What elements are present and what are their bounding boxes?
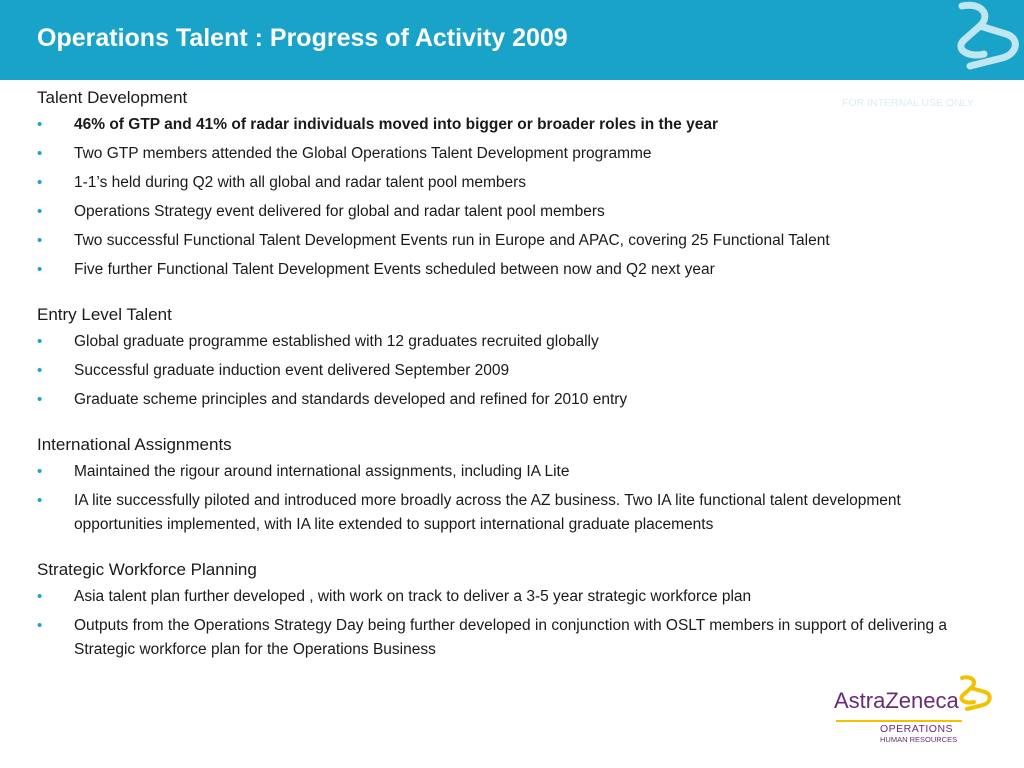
bullet-icon: • <box>37 362 43 379</box>
list-item <box>37 330 977 354</box>
list-item-text: Outputs from the Operations Strategy Day being further developed in conjunction with OSLT members in support of delivering a Strategic workforce plan for the Operations Business <box>74 617 948 658</box>
section-talent-development <box>37 87 977 282</box>
list-item <box>37 585 977 609</box>
bullet-list <box>37 460 977 537</box>
section-title: Strategic Workforce Planning <box>37 560 257 579</box>
bullet-icon: • <box>37 232 43 249</box>
list-item-text: 46% of GTP and 41% of radar individuals moved into bigger or broader roles in the year <box>74 116 718 133</box>
section-title: Talent Development <box>37 88 188 107</box>
bullet-icon: • <box>37 203 43 220</box>
bullet-icon: • <box>37 261 43 278</box>
list-item <box>37 388 977 412</box>
bullet-list <box>37 585 977 662</box>
list-item-text: Operations Strategy event delivered for global and radar talent pool members <box>74 203 605 220</box>
list-item <box>37 200 977 224</box>
section-title: Entry Level Talent <box>37 305 172 324</box>
bullet-icon: • <box>37 116 43 133</box>
brand-division: OPERATIONS <box>880 723 954 735</box>
list-item <box>37 489 977 537</box>
list-item-text: Maintained the rigour around international assignments, including IA Lite <box>74 463 570 480</box>
classification-label: FOR INTERNAL USE ONLY <box>842 97 974 109</box>
list-item-text: Successful graduate induction event delivered September 2009 <box>74 362 510 379</box>
bullet-list <box>37 113 977 282</box>
list-item <box>37 142 977 166</box>
list-item <box>37 359 977 383</box>
bullet-icon: • <box>37 174 43 191</box>
bullet-icon: • <box>37 145 43 162</box>
brand-divider <box>836 720 962 722</box>
bullet-icon: • <box>37 391 43 408</box>
list-item-text: Five further Functional Talent Development Events scheduled between now and Q2 next year <box>74 261 715 278</box>
list-item-text: 1-1’s held during Q2 with all global and radar talent pool members <box>74 174 527 191</box>
section-international-assignments <box>37 434 977 537</box>
brand-name: AstraZeneca <box>834 688 959 713</box>
bullet-icon: • <box>37 492 43 509</box>
list-item-text: Two successful Functional Talent Development Events run in Europe and APAC, covering 25 Functional Talent <box>74 232 830 249</box>
astrazeneca-symbol-icon <box>940 0 1024 80</box>
astrazeneca-operations-logo <box>834 674 994 746</box>
section-entry-level-talent <box>37 304 977 412</box>
list-item-text: Graduate scheme principles and standards developed and refined for 2010 entry <box>74 391 628 408</box>
astrazeneca-symbol-icon <box>952 674 994 716</box>
bullet-icon: • <box>37 333 43 350</box>
content-area <box>37 87 977 684</box>
list-item <box>37 614 977 662</box>
page-title: Operations Talent : Progress of Activity 2009 <box>37 24 568 52</box>
list-item <box>37 258 977 282</box>
header-bar <box>0 0 1024 80</box>
brand-subdivision: HUMAN RESOURCES <box>880 735 958 744</box>
bullet-icon: • <box>37 463 43 480</box>
bullet-list <box>37 330 977 412</box>
list-item-text: Global graduate programme established with 12 graduates recruited globally <box>74 333 599 350</box>
list-item <box>37 171 977 195</box>
list-item-text: Asia talent plan further developed , with work on track to deliver a 3-5 year strategic workforce plan <box>74 588 752 605</box>
bullet-icon: • <box>37 588 43 605</box>
bullet-icon: • <box>37 617 43 634</box>
list-item-text: Two GTP members attended the Global Operations Talent Development programme <box>74 145 652 162</box>
section-strategic-workforce-planning <box>37 559 977 662</box>
list-item <box>37 229 977 253</box>
list-item-text: IA lite successfully piloted and introduced more broadly across the AZ business. Two IA lite functional talent development opportunities implemented, with IA lite extended to support international graduate placements <box>74 492 901 533</box>
list-item <box>37 460 977 484</box>
list-item <box>37 113 977 137</box>
section-title: International Assignments <box>37 435 232 454</box>
